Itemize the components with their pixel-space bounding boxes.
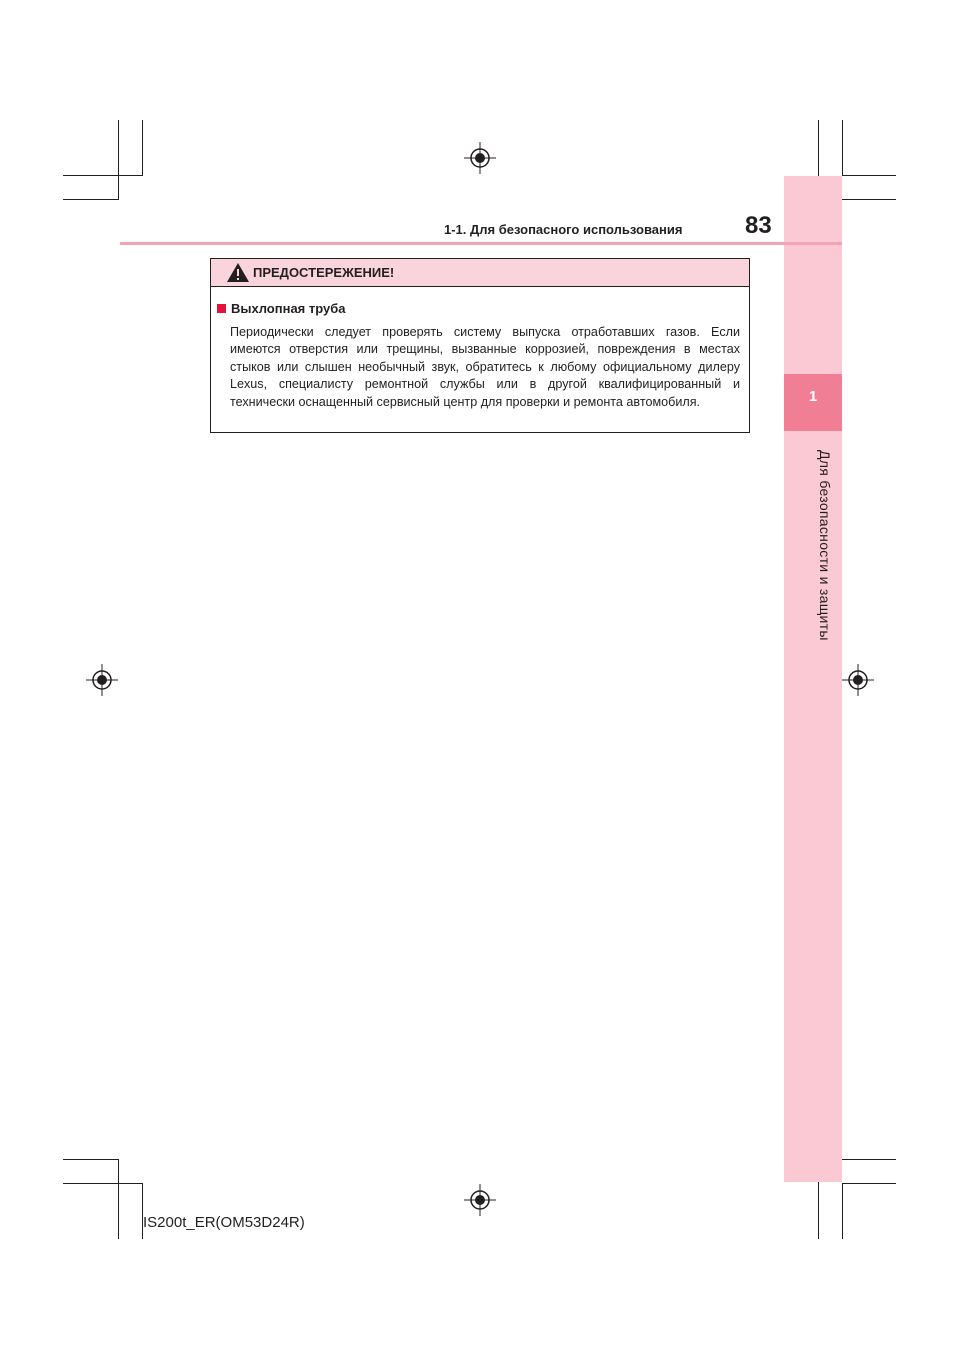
registration-mark-icon	[86, 664, 118, 696]
crop-mark	[118, 1159, 119, 1239]
chapter-number: 1	[808, 388, 818, 405]
warning-triangle-icon	[226, 262, 250, 283]
section-header-title: 1-1. Для безопасного использования	[444, 222, 683, 237]
crop-mark	[63, 199, 119, 200]
registration-mark-icon	[464, 142, 496, 174]
crop-mark	[842, 175, 896, 176]
crop-mark	[142, 120, 143, 175]
chapter-side-strip	[784, 176, 842, 1182]
page-number: 83	[745, 212, 772, 239]
crop-mark	[842, 1183, 843, 1239]
caution-body-text: Периодически следует проверять систему выпуска отработавших газов. Если имеются отверстия или трещины, вызванные коррозией, повреждения в местах стыков или слышен необычный звук, обратитесь к любому официальному дилеру Lexus, специалисту ремонтной службы или в другой квалифицированный и технически оснащенный сервисный центр для проверки и ремонта автомобиля.	[230, 325, 740, 409]
registration-mark-icon	[842, 664, 874, 696]
caution-box	[210, 258, 750, 433]
square-bullet-icon	[217, 304, 226, 313]
caution-title: ПРЕДОСТЕРЕЖЕНИЕ!	[253, 265, 395, 280]
crop-mark	[842, 120, 843, 175]
header-rule	[120, 242, 842, 245]
crop-mark	[842, 1183, 896, 1184]
chapter-title: Для безопасности и защиты	[817, 450, 833, 641]
crop-mark	[63, 175, 143, 176]
caution-header	[211, 259, 749, 287]
crop-mark	[118, 120, 119, 200]
registration-mark-icon	[464, 1184, 496, 1216]
document-code: IS200t_ER(OM53D24R)	[143, 1214, 305, 1231]
caution-subtitle: Выхлопная труба	[231, 301, 346, 316]
crop-mark	[63, 1183, 143, 1184]
crop-mark	[63, 1159, 119, 1160]
